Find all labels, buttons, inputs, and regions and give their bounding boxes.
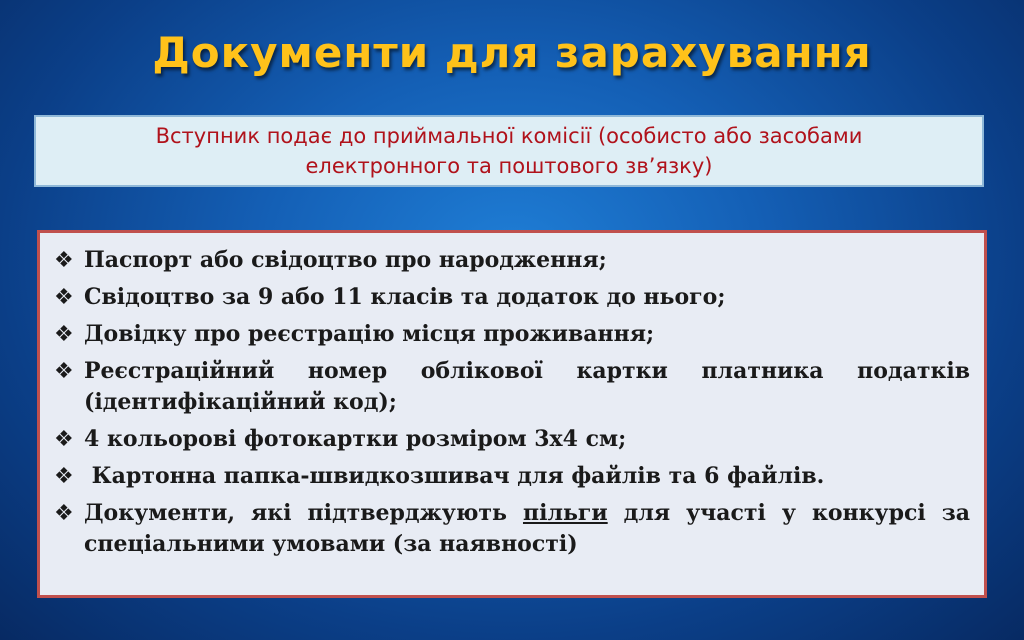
intro-text: Вступник подає до приймальної комісії (особисто або засобами електронного та поштового зв’язку) bbox=[155, 124, 863, 178]
documents-box bbox=[37, 230, 987, 598]
intro-box bbox=[34, 115, 984, 187]
document-text: Картонна папка-швидкозшивач для файлів та 6 файлів. bbox=[84, 463, 825, 489]
diamond-bullet-icon: ❖ bbox=[54, 464, 74, 489]
documents-list bbox=[54, 245, 978, 560]
document-text: 4 кольорові фотокартки розміром 3х4 см; bbox=[84, 426, 627, 452]
list-item bbox=[54, 498, 978, 560]
document-text: Свідоцтво за 9 або 11 класів та додаток до нього; bbox=[84, 284, 726, 310]
list-item bbox=[54, 424, 970, 455]
diamond-bullet-icon: ❖ bbox=[54, 322, 74, 347]
document-text: Довідку про реєстрацію місця проживання; bbox=[84, 321, 655, 347]
diamond-bullet-icon: ❖ bbox=[54, 427, 74, 452]
document-text-end: для участі у конкурсі за спеціальними умовами (за наявності) bbox=[84, 500, 978, 557]
diamond-bullet-icon: ❖ bbox=[54, 285, 74, 310]
document-text-start: Документи, які підтверджують bbox=[84, 500, 523, 526]
diamond-bullet-icon: ❖ bbox=[54, 359, 74, 384]
list-item bbox=[54, 319, 970, 350]
list-item bbox=[54, 356, 970, 418]
document-text bbox=[84, 498, 978, 560]
slide-title: Документи для зарахування bbox=[152, 28, 872, 77]
document-text: Реєстраційний номер облікової картки платника податків (ідентифікаційний код); bbox=[84, 358, 970, 415]
list-item bbox=[54, 461, 970, 492]
list-item bbox=[54, 245, 970, 276]
list-item bbox=[54, 282, 970, 313]
benefits-underlined-text: пільги bbox=[522, 500, 608, 526]
diamond-bullet-icon: ❖ bbox=[54, 248, 74, 273]
diamond-bullet-icon: ❖ bbox=[54, 501, 74, 526]
document-text: Паспорт або свідоцтво про народження; bbox=[84, 247, 607, 273]
